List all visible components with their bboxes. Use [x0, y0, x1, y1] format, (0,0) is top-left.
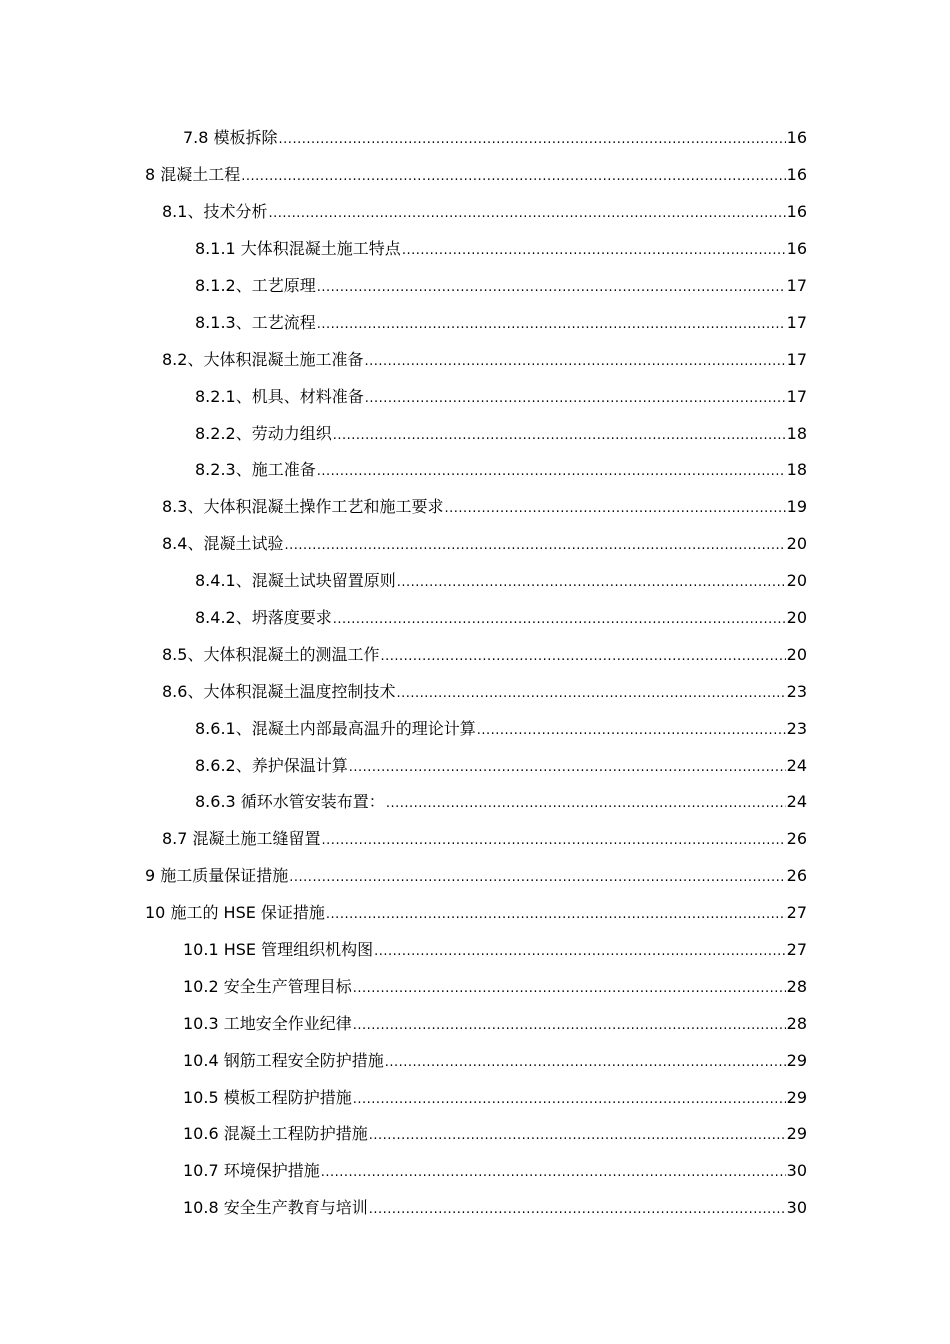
toc-entry[interactable]: [0, 1190, 950, 1227]
toc-entry[interactable]: [0, 1042, 950, 1079]
toc-entry-title: 8.1.3、工艺流程: [195, 312, 316, 332]
toc-entry[interactable]: [0, 489, 950, 526]
toc-leader-dots: [353, 1016, 786, 1036]
toc-leader-dots: [268, 204, 785, 224]
toc-entry-title: 10.6 混凝土工程防护措施: [183, 1124, 368, 1144]
toc-leader-dots: [241, 167, 785, 187]
toc-entry-page: 23: [786, 681, 807, 701]
toc-entry-page: 29: [786, 1050, 807, 1070]
toc-leader-dots: [444, 499, 785, 519]
toc-leader-dots: [321, 1163, 786, 1183]
toc-entry[interactable]: [0, 710, 950, 747]
toc-entry[interactable]: [0, 968, 950, 1005]
toc-entry-page: 27: [786, 903, 807, 923]
toc-entry[interactable]: [0, 784, 950, 821]
toc-entry-page: 24: [786, 792, 807, 812]
toc-leader-dots: [364, 352, 785, 372]
toc-entry-title: 8.2.2、劳动力组织: [195, 423, 332, 443]
toc-entry-page: 20: [786, 534, 807, 554]
toc-entry-title: 8.5、大体积混凝土的测温工作: [162, 644, 380, 664]
toc-leader-dots: [289, 868, 785, 888]
toc-entry[interactable]: [0, 157, 950, 194]
toc-entry-title: 8.6、大体积混凝土温度控制技术: [162, 681, 396, 701]
toc-entry[interactable]: [0, 1153, 950, 1190]
toc-entry[interactable]: [0, 1005, 950, 1042]
toc-entry-title: 10.3 工地安全作业纪律: [183, 1013, 352, 1033]
toc-leader-dots: [397, 573, 786, 593]
toc-entry-title: 8.7 混凝土施工缝留置: [162, 829, 321, 849]
toc-leader-dots: [386, 794, 786, 814]
toc-leader-dots: [353, 979, 786, 999]
toc-entry-title: 8.1.1 大体积混凝土施工特点: [195, 239, 401, 259]
toc-entry-page: 26: [786, 866, 807, 886]
toc-entry-page: 20: [786, 571, 807, 591]
toc-entry[interactable]: [0, 194, 950, 231]
toc-entry-page: 18: [786, 423, 807, 443]
toc-leader-dots: [333, 610, 786, 630]
toc-entry[interactable]: [0, 452, 950, 489]
toc-leader-dots: [369, 1126, 786, 1146]
toc-leader-dots: [317, 278, 786, 298]
toc-leader-dots: [380, 647, 785, 667]
toc-entry-title: 8.2、大体积混凝土施工准备: [162, 349, 364, 369]
toc-leader-dots: [396, 684, 785, 704]
toc-entry-title: 8.2.1、机具、材料准备: [195, 386, 364, 406]
toc-entry-page: 30: [786, 1198, 807, 1218]
toc-entry-title: 8.3、大体积混凝土操作工艺和施工要求: [162, 497, 444, 517]
toc-entry-title: 8.2.3、施工准备: [195, 460, 316, 480]
toc-entry-title: 10 施工的 HSE 保证措施: [145, 903, 325, 923]
toc-entry-page: 30: [786, 1161, 807, 1181]
toc-entry[interactable]: [0, 673, 950, 710]
toc-leader-dots: [477, 721, 786, 741]
toc-entry-page: 26: [786, 829, 807, 849]
toc-entry-title: 8 混凝土工程: [145, 165, 241, 185]
toc-entry-page: 28: [786, 1013, 807, 1033]
toc-entry[interactable]: [0, 378, 950, 415]
toc-leader-dots: [317, 462, 786, 482]
toc-entry-page: 17: [786, 386, 807, 406]
toc-entry[interactable]: [0, 341, 950, 378]
toc-entry-page: 16: [786, 165, 807, 185]
toc-entry[interactable]: [0, 821, 950, 858]
toc-entry-page: 16: [786, 128, 807, 148]
toc-entry[interactable]: [0, 895, 950, 932]
toc-entry-page: 17: [786, 349, 807, 369]
toc-entry-page: 20: [786, 644, 807, 664]
toc-leader-dots: [333, 426, 786, 446]
toc-entry-page: 18: [786, 460, 807, 480]
toc-leader-dots: [353, 1090, 786, 1110]
toc-entry[interactable]: [0, 1116, 950, 1153]
toc-entry-title: 10.1 HSE 管理组织机构图: [183, 940, 374, 960]
toc-entry[interactable]: [0, 1079, 950, 1116]
toc-entry[interactable]: [0, 415, 950, 452]
toc-entry[interactable]: [0, 231, 950, 268]
toc-leader-dots: [284, 536, 785, 556]
toc-entry[interactable]: [0, 747, 950, 784]
toc-entry-title: 8.6.1、混凝土内部最高温升的理论计算: [195, 718, 476, 738]
toc-leader-dots: [369, 1200, 786, 1220]
toc-leader-dots: [349, 758, 786, 778]
toc-entry-page: 17: [786, 276, 807, 295]
toc-entry[interactable]: [0, 600, 950, 637]
toc-entry-page: 20: [786, 608, 807, 628]
toc-entry-title: 8.6.2、养护保温计算: [195, 755, 348, 775]
toc-entry-title: 8.6.3 循环水管安装布置：: [195, 792, 385, 812]
toc-entry-page: 29: [786, 1124, 807, 1144]
toc-leader-dots: [365, 389, 786, 409]
toc-entry[interactable]: [0, 526, 950, 563]
toc-leader-dots: [374, 942, 786, 962]
toc-entry-title: 10.7 环境保护措施: [183, 1161, 320, 1181]
toc-entry-page: 23: [786, 718, 807, 738]
toc-entry-title: 8.1.2、工艺原理: [195, 276, 316, 295]
toc-entry-page: 27: [786, 940, 807, 960]
toc-leader-dots: [402, 241, 786, 261]
toc-entry-page: 16: [786, 202, 807, 222]
toc-entry[interactable]: [0, 858, 950, 895]
toc-entry[interactable]: [0, 268, 950, 305]
toc-entry-title: 8.4.2、坍落度要求: [195, 608, 332, 628]
toc-leader-dots: [326, 905, 786, 925]
toc-leader-dots: [317, 315, 786, 335]
toc-entry-page: 19: [786, 497, 807, 517]
toc-entry[interactable]: [0, 636, 950, 673]
toc-entry[interactable]: [0, 932, 950, 969]
toc-leader-dots: [385, 1053, 786, 1073]
toc-entry-title: 8.4、混凝土试验: [162, 534, 284, 554]
table-of-contents: [0, 120, 950, 1227]
toc-entry-title: 8.4.1、混凝土试块留置原则: [195, 571, 396, 591]
toc-entry[interactable]: [0, 120, 950, 157]
toc-entry[interactable]: [0, 304, 950, 341]
toc-leader-dots: [322, 831, 786, 851]
toc-entry-title: 10.5 模板工程防护措施: [183, 1087, 352, 1107]
toc-entry-title: 8.1、技术分析: [162, 202, 268, 222]
toc-entry-title: 7.8 模板拆除: [183, 128, 278, 148]
toc-entry-page: 29: [786, 1087, 807, 1107]
toc-entry-page: 28: [786, 976, 807, 996]
toc-entry-page: 17: [786, 312, 807, 332]
toc-entry-page: 16: [786, 239, 807, 259]
toc-entry[interactable]: [0, 563, 950, 600]
toc-entry-title: 9 施工质量保证措施: [145, 866, 289, 886]
toc-entry-title: 10.2 安全生产管理目标: [183, 976, 352, 996]
toc-entry-title: 10.8 安全生产教育与培训: [183, 1198, 368, 1218]
toc-entry-title: 10.4 钢筋工程安全防护措施: [183, 1050, 384, 1070]
toc-leader-dots: [279, 130, 786, 150]
toc-entry-page: 24: [786, 755, 807, 775]
